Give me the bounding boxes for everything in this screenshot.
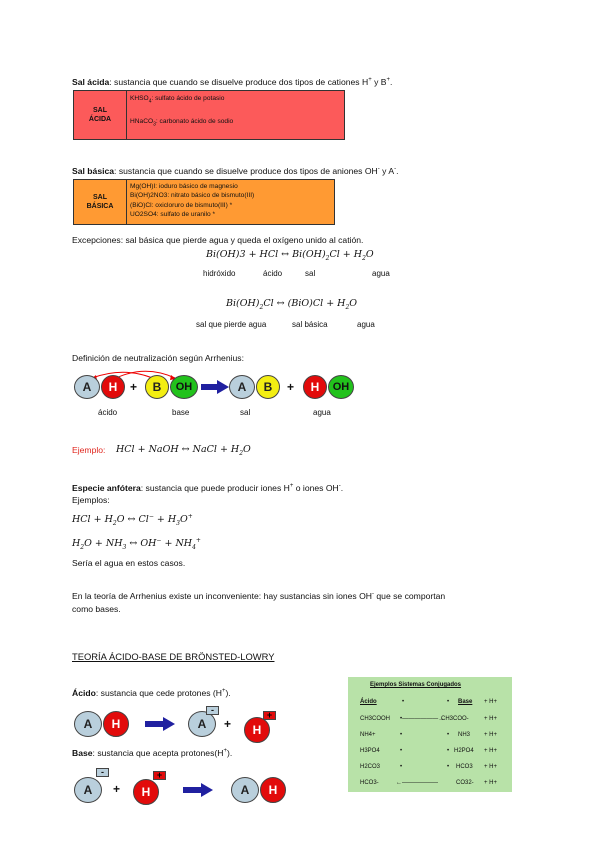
label-acido: ácido [263,269,283,278]
label-sal-pierde-agua: sal que pierde agua [196,320,267,329]
anfotera-note: Sería el agua en estos casos. [72,558,186,568]
reaction-arrow-icon [145,717,175,731]
sal-acida-table-head: SAL ÁCIDA [74,91,127,139]
atom-b: B [145,375,169,399]
sal-basica-definition: Sal básica: sustancia que cuando se disuelve produce dos tipos de aniones OH- y A-. [72,165,399,176]
header-dot: • [447,699,450,705]
plus-charge-icon: + [153,771,166,780]
minus-charge-icon: - [206,706,219,715]
conjugate-arrow-icon: • [447,748,450,754]
conjugate-systems-title: Ejemplos Sistemas Conjugados [370,682,462,688]
conjugate-tail: + H+ [484,748,498,754]
atom-h: H [260,777,286,803]
atom-b: B [256,375,280,399]
anfotera-definition: Especie anfótera: sustancia que puede producir iones H+ o iones OH-. [72,482,344,493]
sal-basica-table [73,179,335,225]
conjugate-arrow-icon: ←—————— [396,780,438,786]
atom-a: A [231,777,259,803]
header-base: Base [458,699,473,705]
plus-sign: + [224,717,232,731]
bronsted-base-definition: Base: sustancia que acepta protones(H+). [72,747,233,758]
sal-acida-row: $KHSO_4$: sulfato ácido de potasio [130,95,225,105]
atom-h: H [101,375,125,399]
anfotera-equation-1: HCl + $H_2O$ ↔ $Cl^- + H_3O^+$ [72,513,193,528]
sal-basica-row: Bi(OH)2NO3: nitrato básico de bismuto(III) [130,192,255,200]
label-sal-basica: sal básica [292,320,328,329]
ejemplo-label: Ejemplo: [72,445,106,455]
atom-h: H [244,717,270,743]
excepciones-equation-2: $Bi(OH)_2Cl$ ↔ $(BiO)Cl + H_2O$ [226,298,358,311]
bronsted-acido-definition: Ácido: sustancia que cede protones (H+). [72,687,231,698]
reaction-arrow-icon [183,783,213,797]
conjugate-acid: NH4+ [360,732,376,738]
reaction-arrow-icon [201,380,229,394]
plus-sign: + [113,782,121,796]
label-acido: ácido [98,408,118,417]
conjugate-tail: + H+ [484,780,498,786]
conjugate-arrow-icon: •——————→ [400,716,445,722]
sal-acida-row: HNaCO$_3$: carbonato ácido de sodio [130,118,234,128]
excepciones-equation-1: Bi(OH)3 + HCl ↔ $Bi(OH)_2Cl + H_2O$ [206,249,374,262]
sal-acida-table [73,90,345,140]
label-agua: agua [372,269,390,278]
sal-basica-table-body [127,180,257,224]
conjugate-arrow-icon: • [400,732,403,738]
sal-acida-definition: Sal ácida: sustancia que cuando se disuelve produce dos tipos de cationes H+ y B+. [72,76,393,87]
atom-a: A [74,777,102,803]
minus-charge-icon: - [96,768,109,777]
ejemplo-equation: HCl + NaOH ↔ NaCl + $H_2O$ [116,444,251,457]
bronsted-title: TEORÍA ÁCIDO-BASE DE BRÖNSTED-LOWRY [72,651,275,662]
conjugate-base: CH3COO- [441,716,469,722]
sal-basica-row: UO2SO4: sulfato de uranilo * [130,210,216,218]
conjugate-arrow-icon: • [400,764,403,770]
atom-a: A [229,375,255,399]
sal-basica-table-head: SAL BÁSICA [74,180,127,224]
conjugate-base: CO32- [456,780,474,786]
conjugate-base: HCO3 [456,764,473,770]
conjugate-base: H2PO4 [454,748,474,754]
conjugate-acid: HCO3- [360,780,379,786]
header-dot: • [402,699,405,705]
sal-basica-row: (BiO)Cl: oxicloruro de bismuto(III) * [130,201,233,209]
label-base: base [172,408,190,417]
conjugate-acid: H3PO4 [360,748,380,754]
conjugate-arrow-icon: • [447,764,450,770]
label-sal: sal [305,269,316,278]
plus-sign: + [287,380,295,394]
inconveniente-line-1: En la teoría de Arrhenius existe un inconveniente: hay sustancias sin iones OH- que se comportan [72,590,446,601]
conjugate-tail: + H+ [484,716,498,722]
conjugate-arrow-icon: • [400,748,403,754]
atom-h: H [303,375,327,399]
inconveniente-line-2: como bases. [72,604,121,614]
atom-oh: OH [170,375,198,399]
sal-acida-table-body [127,91,236,139]
plus-charge-icon: + [263,711,276,720]
label-hidroxido: hidróxido [203,269,236,278]
plus-sign: + [130,380,138,394]
conjugate-base: NH3 [458,732,471,738]
label-sal: sal [240,408,251,417]
header-tail: + H+ [484,699,498,705]
atom-oh: OH [328,375,354,399]
sal-basica-row: Mg(OH)I: ioduro básico de magnesio [130,183,238,190]
atom-a: A [74,711,102,737]
anfotera-equation-2: $H_2O + NH_3$ ↔ $OH^- + NH_4^+$ [72,537,201,552]
conjugate-tail: + H+ [484,732,498,738]
conjugate-systems-panel [348,677,512,792]
excepciones-text: Excepciones: sal básica que pierde agua y queda el oxígeno unido al catión. [72,235,364,245]
conjugate-tail: + H+ [484,764,498,770]
atom-a: A [74,375,100,399]
neutralizacion-title: Definición de neutralización según Arrhenius: [72,353,244,363]
label-agua: agua [313,408,331,417]
conjugate-acid: CH3COOH [360,716,391,722]
conjugate-acid: H2CO3 [360,764,381,770]
header-acid: Ácido [360,699,377,705]
conjugate-arrow-icon: • [447,732,450,738]
anfotera-ejemplos-label: Ejemplos: [72,495,110,505]
atom-h: H [133,779,159,805]
atom-h: H [103,711,129,737]
atom-a: A [188,711,216,737]
label-agua-2: agua [357,320,375,329]
